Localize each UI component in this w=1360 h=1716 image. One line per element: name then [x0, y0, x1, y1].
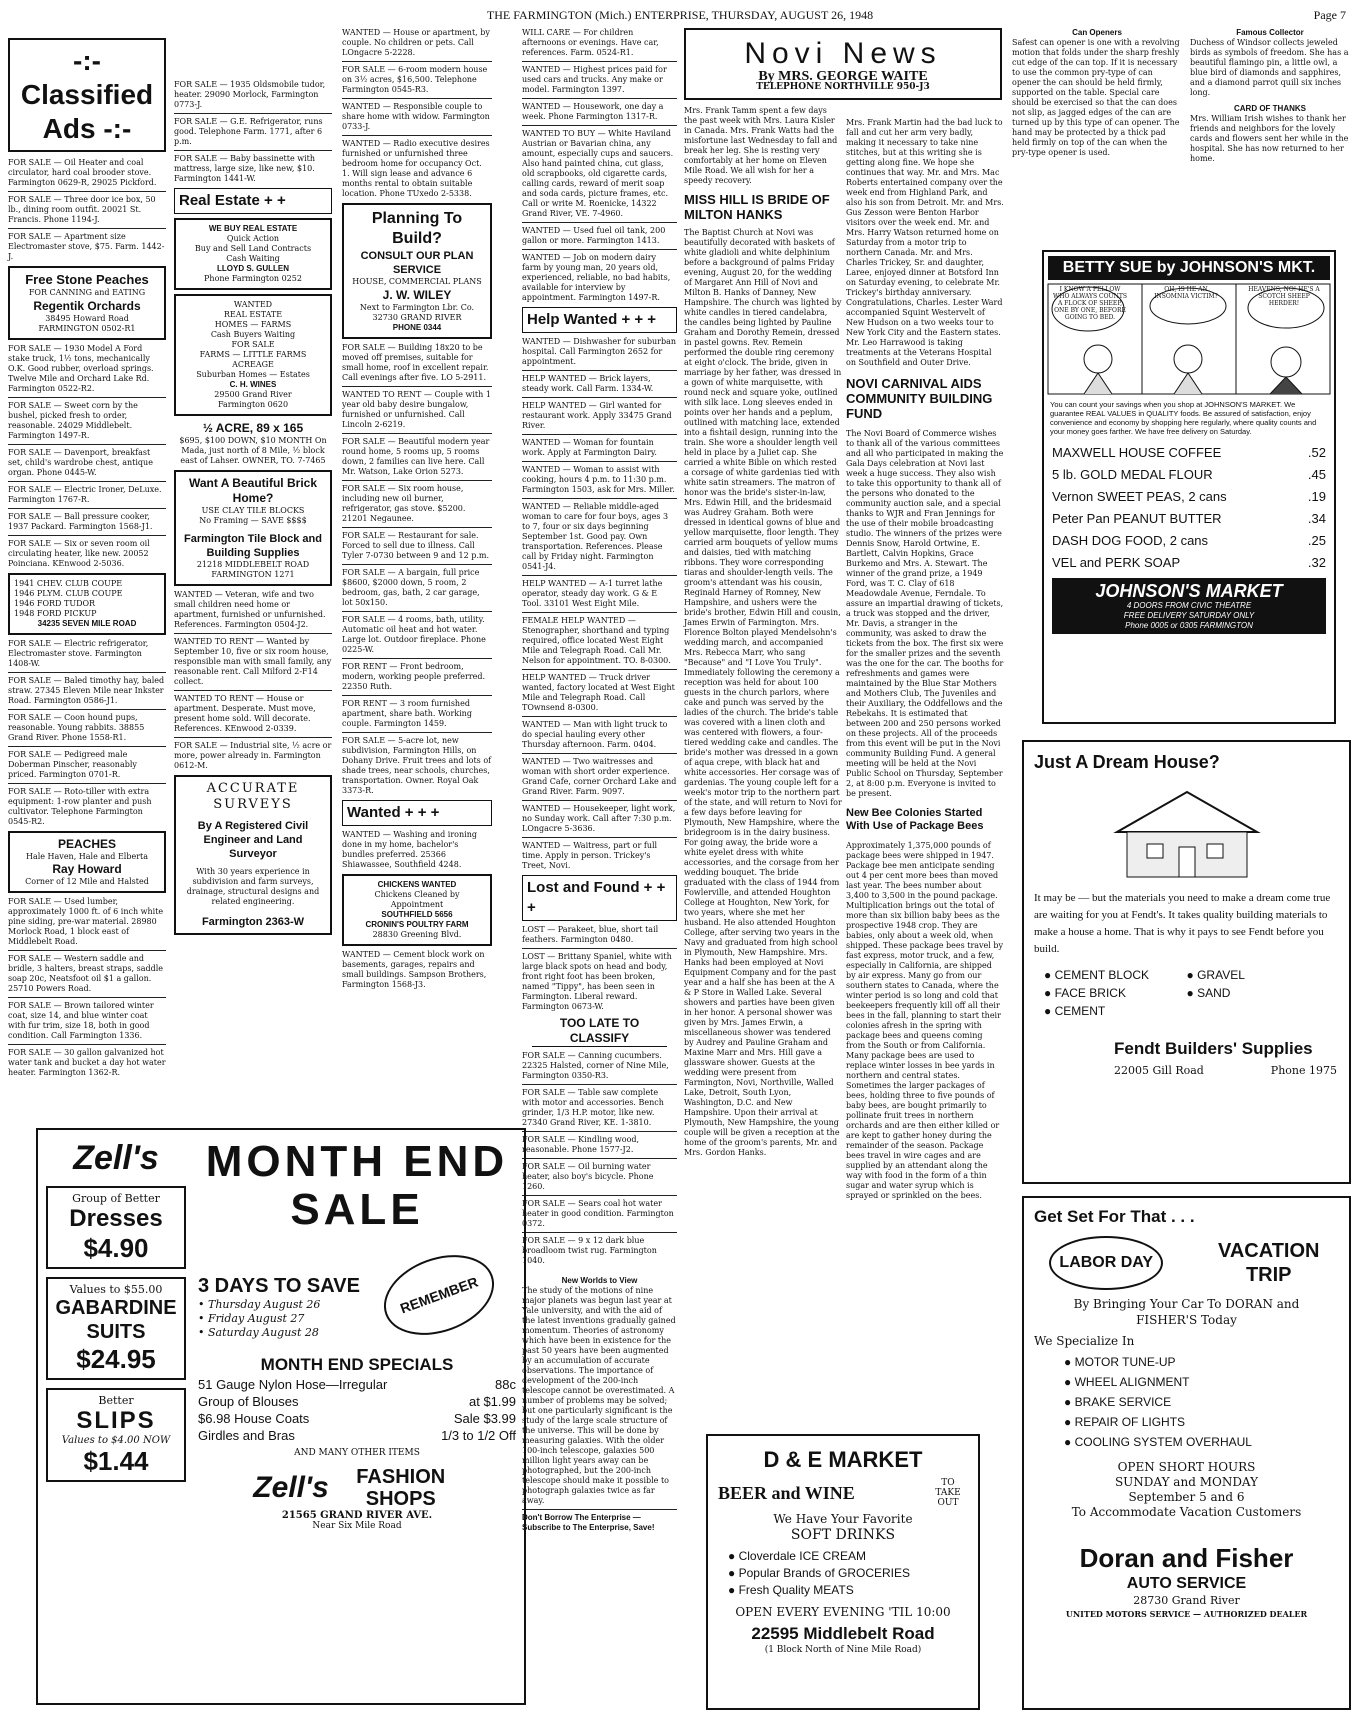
- help-wanted-header: Help Wanted + + +: [522, 307, 677, 333]
- de-title: D & E MARKET: [763, 1447, 923, 1472]
- column-2: [174, 80, 332, 1175]
- classified-ad: WANTED — Responsible couple to share home with widow. Farmington 0733-J.: [342, 102, 490, 131]
- doran-address: 28730 Grand River: [1133, 1594, 1240, 1607]
- doran-title: Get Set For That . . .: [1034, 1207, 1195, 1226]
- fendt-title: Just A Dream House?: [1034, 752, 1220, 772]
- classified-ad: WANTED — Reliable middle-aged woman to care for four boys, ages 3 to 7, four or six days beginning September 1st. Good pay. Own transportation. References. Please call by Friday night. Farmington 0541-J4.: [522, 502, 669, 571]
- classified-ad: WANTED — Radio executive desires furnished or unfurnished three bedroom home for occupancy Oct. 1. Will sign lease and advance 6 months rental to obtain suitable location. Phone TUxedo 2-5338.: [342, 139, 490, 198]
- classified-ad: HELP WANTED — Girl wanted for restaurant work. Apply 33475 Grand River.: [522, 401, 672, 430]
- wanted-header: Wanted + + +: [342, 800, 492, 826]
- classified-ad: FOR SALE — Electric Ironer, DeLuxe. Farmington 1767-R.: [8, 485, 162, 504]
- wanted-real-estate-ad: WANTED REAL ESTATE HOMES — FARMS Cash Buyers Waiting FOR SALE FARMS — LITTLE FARMS ACREAGE Suburban Homes — Estates C. H. WINES 29500 Grand River Farmington 0620: [174, 294, 332, 416]
- classified-ad: FOR SALE — Table saw complete with motor and accessories. Bench grinder, 1/3 H.P. motor, like new. 27340 Grand River, KE. 1-3810.: [522, 1088, 664, 1127]
- classified-ad: FOR SALE — Oil Heater and coal circulator, hard coal brooder stove. Farmington 0629-R, 29025 Pickford.: [8, 158, 157, 187]
- footer-line: Don't Borrow The Enterprise —: [522, 1513, 641, 1522]
- classified-ad: FOR SALE — Kindling wood, reasonable. Phone 1577-J2.: [522, 1135, 640, 1154]
- classified-ad: WANTED — Housekeeper, light work, no Sunday work. Call after 7:30 p.m. LOngacre 5-3636.: [522, 804, 676, 833]
- classified-ad: FOR SALE — Restaurant for sale. Forced to sell due to illness. Call Tyler 7-0730 between 9 and 12 p.m.: [342, 531, 490, 560]
- too-late-header: TOO LATE TO CLASSIFY: [532, 1016, 667, 1047]
- doran-subname: AUTO SERVICE: [1126, 1575, 1247, 1592]
- carnival-article: The Novi Board of Commerce wishes to thank all of the various committees and all who participated in making the Gala Days celebration at Novi last week a huge success. They also wish to take this opportunity to thank all of the persons who donated to the community auction sale, and a special thanks to WJR and Fran Jennings for the use of their mobile broadcasting studio. The winners of the prizes were Dennis Snow, Harold Ortwine, E. Bartlett, Calvin Hopkins, Grace Burkemo and Mrs. A. Stewart. The winner of the grand prize, a 1949 Ford, was T. C. Clay of 618 Meadowdale Avenue, Ferndale. To assure an impartial drawing of tickets, a truck was stopped and the driver, Mr. Davis, a stranger in the community, was asked to draw the tickets from the box. The first six were for the smaller prizes and the seventh was the one for the car. The booths for refreshments and games were maintained by the Blue Star Mothers and Mothers Club, The Juveniles and their Auxiliary, the Oddfellows and the Rebekahs. It is estimated that between 200 and 250 persons worked on these projects. All of the proceeds from this event will be put in the Novi community Building Fund. A general meeting will be held at the Novi Public School on Thursday, September 2, at 8:00 p.m. Everyone is invited to be present.: [846, 429, 1004, 798]
- classified-ad: LOST — Brittany Spaniel, white with large black spots on head and body, front right foot has been broken, named "Tippy", has been seen in Farmington. Liberal reward. Farmington 0673-W.: [522, 952, 672, 1011]
- three-days: 3 DAYS TO SAVE: [198, 1275, 360, 1297]
- doran-footer: UNITED MOTORS SERVICE — AUTHORIZED DEALER: [1065, 1609, 1308, 1619]
- classified-ad: WANTED — Dishwasher for suburban hospital. Call Farmington 2652 for appointment.: [522, 337, 677, 366]
- zells-address: 21565 GRAND RIVER AVE.: [281, 1510, 433, 1521]
- classified-ad: FOR SALE — Baled timothy hay, baled straw. 27345 Eleven Mile near Inkster Road. Farmington 0586-J1.: [8, 676, 165, 705]
- classified-ad: FOR SALE — Six room house, including new oil burner, refrigerator, gas stove. $5200. 21201 Negaunee.: [342, 484, 466, 523]
- de-address: 22595 Middlebelt Road: [751, 1624, 935, 1643]
- carnival-headline: NOVI CARNIVAL AIDS COMMUNITY BUILDING FUND: [846, 376, 993, 421]
- slips-box: Better SLIPS Values to $4.00 NOW $1.44: [46, 1388, 186, 1482]
- classified-ad: FOR SALE — Canning cucumbers. 22325 Halsted, corner of Nine Mile, Farmington 0350-R3.: [522, 1051, 669, 1080]
- classified-ad: FOR SALE — 4 rooms, bath, utility. Automatic oil heat and hot water. Large lot. Outdoor fireplace. Phone 0225-W.: [342, 615, 486, 654]
- masthead: [0, 0, 1360, 26]
- fendt-items: ● CEMENT BLOCK ● GRAVEL ● FACE BRICK ● SAND ● CEMENT: [1044, 966, 1329, 1020]
- de-hours: OPEN EVERY EVENING 'TIL 10:00: [735, 1605, 951, 1619]
- classified-ad: WANTED — House or apartment, by couple. No children or pets. Call LOngacre 5-2228.: [342, 28, 490, 57]
- column-6: [846, 118, 1004, 1518]
- classified-ad: WANTED TO RENT — Couple with 1 year old baby desire bungalow, furnished or unfurnished. Call Lincoln 2-6219.: [342, 390, 491, 429]
- acre-ad: ½ ACRE, 89 x 165 $695, $100 DOWN, $10 MONTH On Mada, just north of 8 Mile, ½ block east of Lahser. OWNER, TO. 7-7465: [179, 421, 327, 465]
- month-end-sale: MONTH END SALE: [205, 1137, 509, 1234]
- doran-subtitle: By Bringing Your Car To DORAN and FISHER'S Today: [1073, 1297, 1300, 1327]
- remember-badge: REMEMBER: [373, 1241, 505, 1350]
- fendt-address: 22005 Gill Road: [1114, 1064, 1204, 1077]
- grocery-item: Vernon SWEET PEAS, 2 cans .19: [1052, 489, 1326, 504]
- suits-box: Values to $55.00 GABARDINE SUITS $24.95: [46, 1277, 186, 1380]
- de-market-ad: [706, 1434, 980, 1710]
- classified-ad: WANTED — Woman for fountain work. Apply at Farmington Dairy.: [522, 438, 657, 457]
- classified-ad: FOR SALE — 1930 Model A Ford stake truck, 1½ tons, mechanically O.K. Good rubber, overload springs. Twelve Mile and Orchard Lake Rd. Farmington 0522-R2.: [8, 344, 154, 393]
- comic-bubble-2: OH, IS HE AN INSOMNIA VICTIM?: [1154, 286, 1218, 300]
- classified-ad: LOST — Parakeet, blue, short tail feathers. Farmington 0480.: [522, 925, 659, 944]
- comic-bubble-1: I KNOW A FELLOW WHO ALWAYS COUNTS A FLOCK OF SHEEP, ONE BY ONE, BEFORE GOING TO BED.: [1053, 286, 1127, 321]
- labor-day-badge: LABOR DAY: [1049, 1236, 1163, 1290]
- johnsons-market-ad: [1042, 250, 1336, 724]
- de-soft-drinks: SOFT DRINKS: [790, 1527, 896, 1543]
- fendt-phone: Phone 1975: [1270, 1064, 1337, 1077]
- classified-ad: FOR SALE — A bargain, full price $8600, $2000 down, 5 room, 2 bedroom, gas, bath, 2 car garage, lot 50x150.: [342, 568, 480, 607]
- grocery-item: DASH DOG FOOD, 2 cans .25: [1052, 533, 1326, 548]
- grocery-item: Peter Pan PEANUT BUTTER .34: [1052, 511, 1326, 526]
- sale-dates: • Thursday August 26 • Friday August 27 • Saturday August 28: [198, 1298, 321, 1339]
- classified-ad: FOR SALE — Brown tailored winter coat, size 14, and blue winter coat with fur trim, size 18, both in good condition. Call Farmington 1336.: [8, 1001, 154, 1040]
- masthead-title: THE FARMINGTON (Mich.) ENTERPRISE, THURSDAY, AUGUST 26, 1948: [486, 8, 874, 22]
- classified-ad: FOR SALE — Beautiful modern year round home, 5 rooms up, 5 rooms down, 2 families can live here. Call Mr. Watson, Lake Orion 5273.: [342, 437, 490, 476]
- classified-ad: WANTED — Highest prices paid for used cars and trucks. Any make or model. Farmington 1397.: [522, 65, 667, 94]
- classified-ad: FOR SALE — 6-room modern house on 3½ acres, $16,500. Telephone Farmington 0545-R3.: [342, 65, 488, 94]
- fendt-body: It may be — but the materials you need to make a dream come true are waiting for you at Fendt's. It takes quality building materials to make a house a home. That is why it pays to see Fendt before you build.: [1034, 892, 1331, 955]
- classified-ad: FOR SALE — Sears coal hot water heater in good condition. Farmington 0372.: [522, 1199, 674, 1228]
- classified-ad: FOR RENT — Front bedroom, modern, working people preferred. 22350 Ruth.: [342, 662, 486, 691]
- classified-ad: WANTED — Woman to assist with cooking, hours 4 p.m. to 11:30 p.m. Farmington 1503, ask for Mrs. Miller.: [522, 465, 675, 494]
- buy-real-estate-ad: WE BUY REAL ESTATE Quick Action Buy and Sell Land Contracts Cash Waiting LLOYD S. GULLEN Phone Farmington 0252: [174, 218, 332, 290]
- doran-hours: OPEN SHORT HOURS SUNDAY and MONDAY September 5 and 6 To Accommodate Vacation Customers: [1071, 1460, 1302, 1519]
- zells-near: Near Six Mile Road: [312, 1521, 402, 1531]
- classified-ad: FOR SALE — Apartment size Electromaster stove, $75. Farm. 1442-J.: [8, 232, 165, 261]
- house-icon: [1097, 782, 1277, 882]
- classified-ad: FOR SALE — Pedigreed male Doberman Pinscher, reasonably priced. Farmington 0701-R.: [8, 750, 137, 779]
- fendt-ad: [1022, 740, 1351, 1184]
- classified-ad: FOR RENT — 3 room furnished apartment, share bath. Working couple. Farmington 1459.: [342, 699, 472, 728]
- classified-ad: WANTED — Man with light truck to do special hauling every other Thursday afternoon. Farm. 0404.: [522, 720, 668, 749]
- peach-ad-2: PEACHES Hale Haven, Hale and Elberta Ray Howard Corner of 12 Mile and Halsted: [8, 831, 166, 893]
- classified-ad: FOR SALE — 5-acre lot, new subdivision, Farmington Hills, on Dohany Drive. Fruit trees and lots of shade trees, near schools, churches, transportation. Owner. Royal Oak 3373-R.: [342, 736, 492, 795]
- column-3: [342, 28, 492, 1123]
- fendt-name: Fendt Builders' Supplies: [1114, 1039, 1313, 1058]
- real-estate-header: Real Estate + +: [174, 188, 332, 214]
- doran-specialize: We Specialize In: [1034, 1334, 1135, 1348]
- de-beer: BEER and WINE TO TAKE OUT: [718, 1478, 961, 1508]
- plan-service-ad: Planning To Build? CONSULT OUR PLAN SERVICE HOUSE, COMMERCIAL PLANS J. W. WILEY Next to Farmington Lbr. Co. 32730 GRAND RIVER PHONE 0344: [342, 203, 492, 339]
- johnsons-logo: JOHNSON'S MARKET 4 DOORS FROM CIVIC THEATRE FREE DELIVERY SATURDAY ONLY Phone 0005 or 0305 FARMINGTON: [1052, 578, 1326, 634]
- can-openers-article: Can Openers Safest can opener is one with a revolving motion that folds under the sharp freshly cut edge of the can top. If it is necessary to use the common pry-type of can opener the can should be held firmly, supported on the table. Special care should be exercised so that the can does not slip, as jagged edges of the can are turned up by this type of can opener. The hand may be protected by a thick pad held firmly on top of the can when the pry-type opener is used.: [1012, 28, 1180, 157]
- classified-ad: FOR SALE — Electric refrigerator, Electromaster stove. Farmington 1408-W.: [8, 639, 149, 668]
- classified-ad: WANTED — Veteran, wife and two small children need home or apartment, furnished or unfurnished. References. Farmington 0504-J2.: [174, 590, 326, 629]
- bees-headline: New Bee Colonies Started With Use of Package Bees: [846, 807, 984, 832]
- classified-ad: WANTED — Used fuel oil tank, 200 gallon or more. Farmington 1413.: [522, 226, 666, 245]
- classified-ad: FOR SALE — Western saddle and bridle, 3 halters, breast straps, saddle soap 20c, Neatsfoot oil $1 a gallon. 25710 Powers Road.: [8, 954, 164, 993]
- classified-ad: WANTED — Cement block work on basements, garages, repairs and small buildings. Sampson Brothers, Farmington 1568-J3.: [342, 950, 487, 989]
- zells-right: [198, 1138, 516, 1531]
- doran-fisher-ad: [1022, 1196, 1351, 1710]
- classified-ad: FOR SALE — Three door ice box, 50 lb., dining room outfit. 20021 St. Francis. Phone 1194-J.: [8, 195, 156, 224]
- classified-ad: HELP WANTED — A-1 turret lathe operator, steady day work. G & E Tool. 33101 West Eight Mile.: [522, 579, 663, 608]
- chickens-ad: CHICKENS WANTED Chickens Cleaned by Appointment SOUTHFIELD 5656 CRONIN'S POULTRY FARM 28830 Greening Blvd.: [342, 874, 492, 946]
- zells-logo: Zell's: [73, 1139, 159, 1177]
- classified-ad: FOR SALE — Oil burning water heater, also boy's bicycle. Phone 1260.: [522, 1162, 654, 1191]
- other-items: AND MANY OTHER ITEMS: [294, 1448, 420, 1458]
- zells-shops: Zell's FASHION SHOPS: [253, 1466, 446, 1510]
- brick-home-ad: Want A Beautiful Brick Home? USE CLAY TILE BLOCKS No Framing — SAVE $$$$ Farmington Tile Block and Building Supplies 21218 MIDDLEBELT ROAD FARMINGTON 1271: [174, 470, 332, 586]
- comic-bubble-3: HEAVENS, NO! HE'S A SCOTCH SHEEP HERDER!: [1248, 286, 1320, 307]
- classified-ad: WANTED — Waitress, part or full time. Apply in person. Trickey's Treet, Novi.: [522, 841, 658, 870]
- car-ad: 1941 CHEV. CLUB COUPE 1946 PLYM. CLUB COUPE 1946 FORD TUDOR 1948 FORD PICKUP 34235 SEVEN MILE ROAD: [8, 573, 166, 635]
- page-number: Page 7: [1313, 8, 1346, 22]
- specials-list: 51 Gauge Nylon Hose—Irregular 88c Group of Blouses at $1.99 $6.98 House Coats Sale $3.99 Girdles and Bras 1/3 to 1/2 Off: [198, 1377, 516, 1443]
- de-items: ● Cloverdale ICE CREAM ● Popular Brands of GROCERIES ● Fresh Quality MEATS: [728, 1548, 958, 1599]
- grocery-item: 5 lb. GOLD MEDAL FLOUR .45: [1052, 467, 1326, 482]
- fendt-contact: [1114, 1064, 1337, 1077]
- classified-ad: WANTED TO RENT — House or apartment. Desperate. Must move, present home sold. Will decorate. References. KEnwood 2-0339.: [174, 694, 316, 733]
- classified-ad: FOR SALE — 1935 Oldsmobile tudor, heater. 29090 Morlock, Farmington 0773-J.: [174, 80, 326, 109]
- classified-ad: WANTED — Washing and ironing done in my home, bachelor's bundles preferred. 25366 Shiawassee, Southfield 4248.: [342, 830, 477, 869]
- grocery-item: MAXWELL HOUSE COFFEE .52: [1052, 445, 1326, 460]
- zells-left: [46, 1138, 186, 1482]
- classified-ad: FOR SALE — Roto-tiller with extra equipment: 1-row planter and push cultivator. Telephone Farmington 0545-R2.: [8, 787, 152, 826]
- footer-line: Subscribe to The Enterprise, Save!: [522, 1523, 655, 1532]
- wedding-headline: MISS HILL IS BRIDE OF MILTON HANKS: [684, 192, 830, 222]
- classified-ad: FOR SALE — 9 x 12 dark blue broadloom twist rug. Farmington 1040.: [522, 1236, 657, 1265]
- johnsons-body: You can count your savings when you shop at JOHNSON'S MARKET. We guarantee REAL VALUES in QUALITY foods. Be assured of satisfaction, enjoy convenience and economy by shopping here regularly, where quality counts and your money goes farther. We have free delivery on Saturday.: [1050, 400, 1317, 436]
- novi-paragraph: Mrs. Frank Martin had the bad luck to fall and cut her arm very badly, making it necessary to take nine stitches, but at this writing she is getting along fine. We hope she continues that way. Mr. and Mrs. Mac Roberts entertained company over the week end from Highland Park, and also his son from Detroit. Mr. and Mrs. Gus Zesson were Benton Harbor visitors over the week end. Mr. and Mrs. Harry Watson returned home on Saturday from a motor trip to northern Canada. Mr. and Mrs. Charles Trickey, Sr. and daughter, Laree, enjoyed dinner at Botsford Inn on Saturday evening, to celebrate Mr. Trickey's birthday anniversary. Congratulations, Charles. Lester Ward accompanied Squint Westervelt of New Hudson on a two weeks tour to New York City and the Eastern states. Mr. Leo Harrawood is taking treatments at the Veterans Hospital on Southfield and Outer Drive.: [846, 118, 1004, 367]
- column-4: [522, 28, 677, 1708]
- zells-ad: [36, 1128, 526, 1705]
- grocery-item: VEL and PERK SOAP .32: [1052, 555, 1326, 570]
- famous-collector-article: Famous Collector Duchess of Windsor collects jeweled birds as symbols of freedom. She has a beautiful flamingo pin, a little owl, a blue bird of diamonds and sapphires, and a diamond parrot quill six inches long. CARD OF THANKS Mrs. William Irish wishes to thank her friends and neighbors for the lovely cards and flowers sent her while in the hospital. She has now returned to her home.: [1190, 28, 1349, 163]
- classified-ad: FOR SALE — 30 gallon galvanized hot water tank and bucket a day hot water heater. Farmington 1362-R.: [8, 1048, 166, 1077]
- lost-found-header: Lost and Found + + +: [522, 875, 677, 921]
- doran-name: Doran and Fisher: [1079, 1543, 1294, 1573]
- classified-ad: FOR SALE — Six or seven room oil circulating heater, like new. 20052 Poinciana. KEnwood 2-5036.: [8, 539, 150, 568]
- classified-ad: FOR SALE — Coon hound pups, reasonable. Young rabbits. 38855 Grand River. Phone 1558-R1.: [8, 713, 145, 742]
- classified-ad: FOR SALE — Ball pressure cooker, 1937 Packard. Farmington 1568-J1.: [8, 512, 153, 531]
- grocery-list: [1052, 442, 1326, 574]
- specials-title: MONTH END SPECIALS: [260, 1355, 454, 1374]
- doran-banner: [1024, 1236, 1349, 1290]
- surveys-ad: ACCURATE SURVEYS By A Registered Civil Engineer and Land Surveyor With 30 years experience in subdivision and farm surveys, drainage, structural designs and related engineering. Farmington 2363-W: [174, 775, 332, 935]
- classified-ad: FOR SALE — Building 18x20 to be moved off premises, suitable for small home, roof in excellent repair. Call evenings after five. LO 5-2911.: [342, 343, 489, 382]
- classified-ad: WANTED TO RENT — Wanted by September 10, five or six room house, responsible man with small family, any reasonable rent. Call Milford 2-F14 collect.: [174, 637, 332, 686]
- classified-ad: HELP WANTED — Brick layers, steady work. Call Farm. 1334-W.: [522, 374, 654, 393]
- betty-sue-title: BETTY SUE by JOHNSON'S MKT.: [1048, 256, 1330, 280]
- dresses-box: Group of Better Dresses $4.90: [46, 1186, 186, 1269]
- classified-ad: FOR SALE — Baby bassinette with mattress, large size, like new, $10. Farmington 1441-W.: [174, 154, 316, 183]
- classified-title: -:- Classified Ads -:-: [8, 38, 166, 152]
- wedding-article: The Baptist Church at Novi was beautifully decorated with baskets of white gladioli and white delphinium before a background of palms Friday evening, August 20, for the wedding of Margaret Ann Hill of Novi and Milton B. Hanks of Danney, New Hampshire. The church was lighted by white candles in tiered candelabra, the candles being lighted by Pauline Graham and Dorothy Remein, dressed in pastel gowns. Rev. Remein performed the double ring ceremony at eight o'clock. The bride, given in marriage by her father, was dressed in a gown of white marquisette, with round neck and square yoke, outlined with silk lace. Long sleeves ended in points over her hands and a peplum, outlined with matching lace, extended into a fishtail design, running into the train. She wore a shoulder length veil held in place by a Juliet cap. She carried a white Bible on which rested a corsage of white gardenias tied with white satin streamers. The matron of honor was the bride's sister-in-law, Mrs. Edwin Hill, and the bridesmaid was Audrey Graham. Both were dressed in identical gowns of blue and yellow marquisette, floor length. They carried arm bouquets of yellow mums and daisies, tied with matching ribbons. They wore corresponding tiaras and shoulder-length veils. The groom's attendant was his cousin, Reginald Harney of Romney, New Hampshire, and ushers were the bride's brother, Edwin Hill and cousin, James Erwin of Farmington. Mrs. Florence Bolton played Mendelsohn's wedding march, and accompanied Mrs. Rebecca Marr, who sang "Because" and "I Love You Truly". Immediately following the ceremony a reception was held for about 100 guests in the church parlors, where cake and punch was served by the ladies of the church. The bride's table was covered with a linen cloth and was centered with flowers, a four-tiered wedding cake and candles. The bride's mother was dressed in a gown of aqua crepe, with black hat and white accessories. Her corsage was of gardenias. The young couple left for a week's motor trip to the northern part of the state, and will return to Novi for a few days before leaving for Plymouth, New Hampshire, where the bridegroom is in the dairy business. For going away, the bride wore a white eyelet dress with white accessories, and the corsage from her wedding bouquet. The bride graduated with the class of 1944 from Fowlerville, and attended Houghton College at Houghton, New York, for two years, where she met her husband. He also attended Houghton College, after serving two years in the Navy and graduated from high school in Plymouth, New Hampshire. Mrs. Hanks had been employed at Novi Equipment Company and for the past year and a half she has been at the A & P Store in Walled Lake. Several showers and parties have been given in her honor. A personal shower was given by Mrs. James Erwin, a miscellaneous shower was tendered by Audrey and Pauline Graham and Maxine Marr and Mrs. Hill gave a glassware shower. Guests at the wedding were present from Farmington, Novi, Northville, Walled Lake, Detroit, South Lyon, Washington, D.C. and New Hampshire. Upon their arrival at Plymouth, New Hampshire, the young couple will be given a reception at the home of the groom's parents, Mr. and Mrs. Gordon Hanks.: [684, 228, 842, 1157]
- novi-paragraph: Mrs. Frank Tamm spent a few days the past week with Mrs. Laura Kisler in Canada. Mrs. Frank Watts had the misfortune last Wednesday to fall and break her leg. She is resting very comfortably at her home on Eleven Mile Road. We all wish for her a speedy recovery.: [684, 106, 838, 185]
- classified-ad: WANTED TO BUY — White Haviland Austrian or Bavarian china, any amount, especially cups and saucers. Also hand painted china, cut glass, old scrapbooks, old cigarette cards, calling cards, reward of merit soap and soda cards, picture frames, etc. Call or write M. Roenicke, 14322 Grand River, VE. 7-4960.: [522, 129, 674, 218]
- classified-ad: HELP WANTED — Truck driver wanted, factory located at West Eight Mile and Telegraph Road. Call TOwnsend 8-0300.: [522, 673, 675, 712]
- classified-ad: FOR SALE — Industrial site, ½ acre or more, power already in. Farmington 0612-M.: [174, 741, 332, 770]
- classified-ad: FOR SALE — Davenport, breakfast set, child's wardrobe chest, antique organ. Phone 0445-W.: [8, 448, 153, 477]
- bees-article: Approximately 1,375,000 pounds of package bees were shipped in 1947. Package bee men anticipate sending out 4 per cent more bees than moved last year. The bees number about 3,400 to 3,500 in the pound package. Multiplication brings out the total of more than six billion baby bees as the prospective 1948 crop. They are babies, only about a week old, when shipped. These package bees travel by fast express, motor truck, and a few, especially in California, are shipped by air express. Many go from our southern states to Canada, where the winter period is so long and cold that beekeepers frequently kill off all their bees in the fall, planning to start their colonies afresh in the spring with package bees and queens coming from the South or from California. Many package bees are used to replace winter losses in bee yards in northern and central states. Sometimes the larger packages of bees, holding three to five pounds of baby bees, are bought primarily to pollinate fruit trees in northern orchards and are then either killed or are kept to gather honey during the remainder of the season. Package bees travel in wire cages and are supplied by an attendant along the way with food in the form of a thin sugar and water syrup which is sprayed or sprinkled on the bees.: [846, 841, 1004, 1200]
- classified-ad: FOR SALE — G.E. Refrigerator, runs good. Telephone Farm. 1771, after 6 p.m.: [174, 117, 323, 146]
- vacation-trip: VACATION TRIP: [1218, 1240, 1320, 1286]
- classified-ad: WANTED — Two waitresses and woman with short order experience. Grand Cafe, corner Orchard Lake and Grand River. Farm. 9097.: [522, 757, 677, 796]
- classified-ad: WILL CARE — For children afternoons or evenings. Have car, references. Farm. 0524-R1.: [522, 28, 659, 57]
- novi-news-header: Novi News By MRS. GEORGE WAITE TELEPHONE NORTHVILLE 950-J3: [684, 28, 1002, 100]
- new-worlds-article: New Worlds to View The study of the motions of nine major planets was begun last year at Yale university, and with the aid of the latest inventions gradually gained momentum. Theories of astronomy which have been in existence for the past 50 years have been augmented by an accumulation of accurate observations. The importance of development of the 200-inch telescope cannot be overestimated. A number of problems may be solved; but one particularly significant is the study of the large scale structure of the universe. This will be done by measuring galaxies. With the older 100-inch telescope, galaxies 500 million light years away can be photographed, but the 200-inch telescope should make it possible to photograph galaxies twice as far away.: [522, 1276, 676, 1505]
- de-near: (1 Block North of Nine Mile Road): [764, 1645, 922, 1655]
- classified-ad: WANTED — Housework, one day a week. Phone Farmington 1317-R.: [522, 102, 664, 121]
- classified-ad: WANTED — Job on modern dairy farm by young man, 20 years old, experienced, reliable, no bad habits, available for interview by appointment. Farmington 1497-R.: [522, 253, 671, 302]
- classified-ad: FOR SALE — Sweet corn by the bushel, picked fresh to order, reasonable. 24029 Middlebelt. Farmington 1497-R.: [8, 401, 138, 440]
- peach-ad: Free Stone Peaches FOR CANNING and EATING Regentik Orchards 38495 Howard Road FARMINGTON 0502-R1: [8, 266, 166, 340]
- classified-ad: FEMALE HELP WANTED — Stenographer, shorthand and typing required, office located West Eight Mile and Telegraph Road. Call Mr. Nelson for appointment. TO. 8-0300.: [522, 616, 671, 665]
- de-favorite: We Have Your Favorite: [773, 1512, 913, 1526]
- classified-ad: FOR SALE — Used lumber, approximately 1000 ft. of 6 inch white pine siding, pre-war material. 28980 Morlock Road, 1 block east of Middlebelt Road.: [8, 897, 164, 946]
- doran-services: ● MOTOR TUNE-UP ● WHEEL ALIGNMENT ● BRAKE SERVICE ● REPAIR OF LIGHTS ● COOLING SYSTEM OVERHAUL: [1064, 1352, 1309, 1452]
- column-1: [8, 28, 166, 1123]
